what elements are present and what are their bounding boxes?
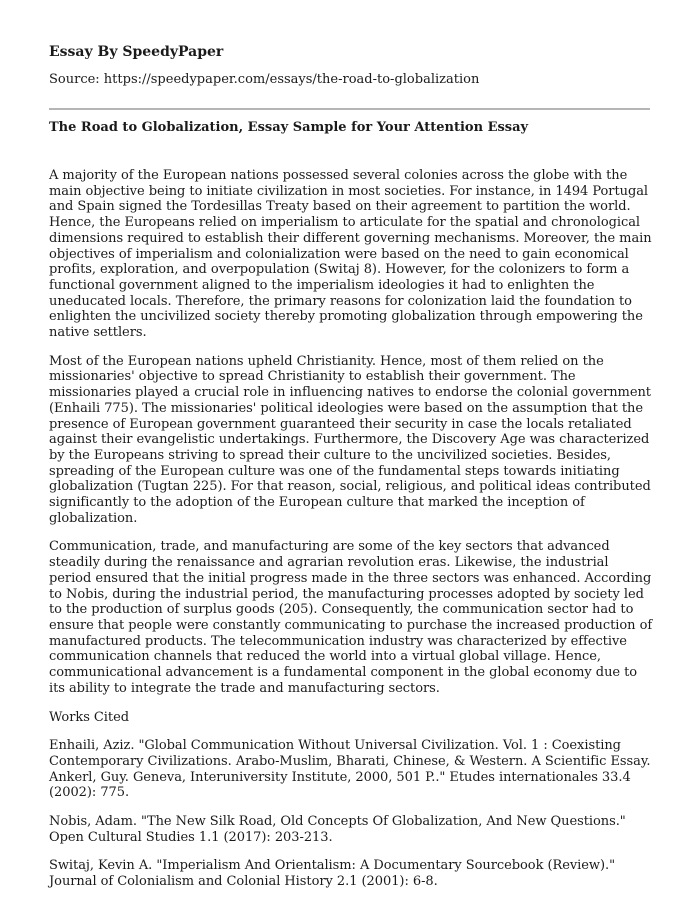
essay-title: The Road to Globalization, Essay Sample for Your Attention Essay bbox=[49, 120, 529, 135]
works-cited-heading: Works Cited bbox=[49, 709, 129, 725]
citation: Switaj, Kevin A. "Imperialism And Orientalism: A Documentary Sourcebook (Review)." Journal of Colonialism and Colonial History 2.1 (2001): 6-8. bbox=[49, 858, 616, 890]
citation: Nobis, Adam. "The New Silk Road, Old Concepts Of Globalization, And New Questions." Open Cultural Studies 1.1 (2017): 203-213. bbox=[49, 814, 626, 845]
brand-heading: Essay By SpeedyPaper bbox=[49, 44, 224, 60]
header-divider bbox=[49, 108, 650, 110]
paragraph: A majority of the European nations possessed several colonies across the globe with the main objective being to initiate civilization in most societies. For instance, in 1494 Portugal and Spain signed the Tordesillas Treaty based on their agreement to partition the world. Hence, the Europeans relied on imperialism to articulate for the spatial and chronological dimensions required to establish their different governing mechanisms. Moreover, the main objectives of imperialism and colonialization were based on the need to gain economical profits, exploration, and overpopulation (Switaj 8). However, for the colonizers to form a functional government aligned to the imperialism ideologies it had to enlighten the uneducated locals. Therefore, the primary reasons for colonization laid the foundation to enlighten the uncivilized society thereby promoting globalization through empowering the native settlers. bbox=[49, 168, 652, 341]
paragraph: Communication, trade, and manufacturing are some of the key sectors that advanced steadily during the renaissance and agrarian revolution eras. Likewise, the industrial period ensured that the initial progress made in the three sectors was enhanced. According to Nobis, during the industrial period, the manufacturing processes adopted by society led to the production of surplus goods (205). Consequently, the communication sector had to ensure that people were constantly communicating to purchase the increased production of manufactured products. The telecommunication industry was characterized by effective communication channels that reduced the world into a virtual global village. Hence, communicational advancement is a fundamental component in the global economy due to its ability to integrate the trade and manufacturing sectors. bbox=[49, 539, 653, 696]
source-line: Source: https://speedypaper.com/essays/the-road-to-globalization bbox=[49, 72, 480, 87]
citation: Enhaili, Aziz. "Global Communication Without Universal Civilization. Vol. 1 : Coexisting Contemporary Civilizations. Arabo-Muslim, Bharati, Chinese, & Western. A Scientific Essay. Ankerl, Guy. Geneva, Interuniversity Institute, 2000, 501 P.." Etudes internationales 33.4 (2002): 775. bbox=[49, 738, 651, 801]
paragraph: Most of the European nations upheld Christianity. Hence, most of them relied on the missionaries' objective to spread Christianity to establish their government. The missionaries played a crucial role in influencing natives to endorse the colonial government (Enhaili 775). The missionaries' political ideologies were based on the assumption that the presence of European government guaranteed their security in case the locals retaliated against their evangelistic undertakings. Furthermore, the Discovery Age was characterized by the Europeans striving to spread their culture to the uncivilized societies. Besides, spreading of the European culture was one of the fundamental steps towards initiating globalization (Tugtan 225). For that reason, social, religious, and political ideas contributed significantly to the adoption of the European culture that marked the inception of globalization. bbox=[49, 353, 651, 526]
essay-body bbox=[49, 168, 653, 903]
